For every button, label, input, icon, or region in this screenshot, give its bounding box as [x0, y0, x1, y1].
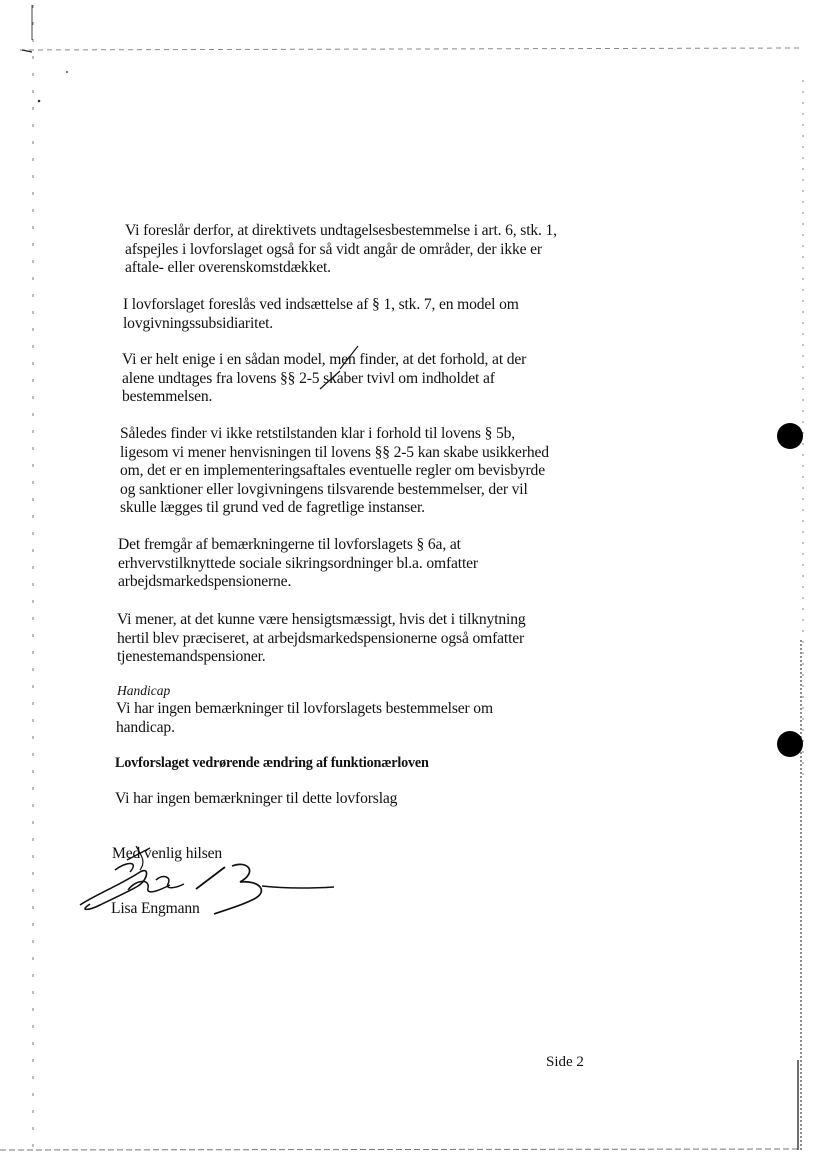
paragraph-line: Vi har ingen bemærkninger til dette lovforslag: [115, 790, 398, 807]
closing-line: Med venlig hilsen: [112, 845, 223, 862]
paragraph-line: om, det er en implementeringsaftales eventuelle regler om bevisbyrde: [120, 462, 545, 480]
paragraph-line: skulle lægges til grund ved de fagretlige instanser.: [120, 499, 425, 517]
handicap-heading: Handicap: [117, 683, 171, 698]
paragraph-line: aftale- eller overenskomstdækket.: [125, 259, 331, 277]
paragraph-line: Vi mener, at det kunne være hensigtsmæssigt, hvis det i tilknytning: [117, 611, 526, 628]
paragraph-line: Det fremgår af bemærkningerne til lovforslagets § 6a, at: [118, 536, 461, 553]
paragraph-line: ligesom vi mener henvisningen til lovens §§ 2-5 kan skabe usikkerhed: [120, 443, 549, 461]
paragraph-line: Vi er helt enige i en sådan model, men finder, at det forhold, at der: [122, 351, 527, 368]
paragraph-line: hertil blev præciseret, at arbejdsmarkedspensionerne også omfatter: [117, 629, 525, 647]
funktionaerloven-heading: Lovforslaget vedrørende ændring af funktionærloven: [115, 755, 429, 771]
paragraph-line: tjenestemandspensioner.: [117, 648, 266, 666]
paragraph-line: erhvervstilknyttede sociale sikringsordninger bl.a. omfatter: [118, 554, 478, 572]
paragraph-line: og sanktioner eller lovgivningens tilsvarende bestemmelser, der vil: [120, 480, 528, 498]
paragraph-line: handicap.: [116, 718, 175, 736]
paragraph-line: Vi har ingen bemærkninger til lovforslagets bestemmelser om: [116, 700, 493, 717]
paragraph-line: Således finder vi ikke retstilstanden klar i forhold til lovens § 5b,: [120, 425, 516, 442]
signer-name: [111, 900, 200, 919]
paragraph-line: lovgivningssubsidiaritet.: [123, 314, 274, 332]
paragraph-line: arbejdsmarkedspensionerne.: [118, 573, 292, 591]
paragraph-line: Vi foreslår derfor, at direktivets undtagelsesbestemmelse i art. 6, stk. 1,: [125, 222, 557, 239]
page-number: Side 2: [546, 1054, 584, 1070]
paragraph-line: I lovforslaget foreslås ved indsættelse af § 1, stk. 7, en model om: [123, 296, 519, 313]
paragraph-line: afspejles i lovforslaget også for så vidt angår de områder, der ikke er: [125, 240, 542, 258]
signer-name-line: Lisa Engmann: [111, 900, 200, 917]
paragraph-line: alene undtages fra lovens §§ 2-5 skaber tvivl om indholdet af: [122, 369, 495, 387]
paragraph-line: bestemmelsen.: [122, 388, 213, 406]
